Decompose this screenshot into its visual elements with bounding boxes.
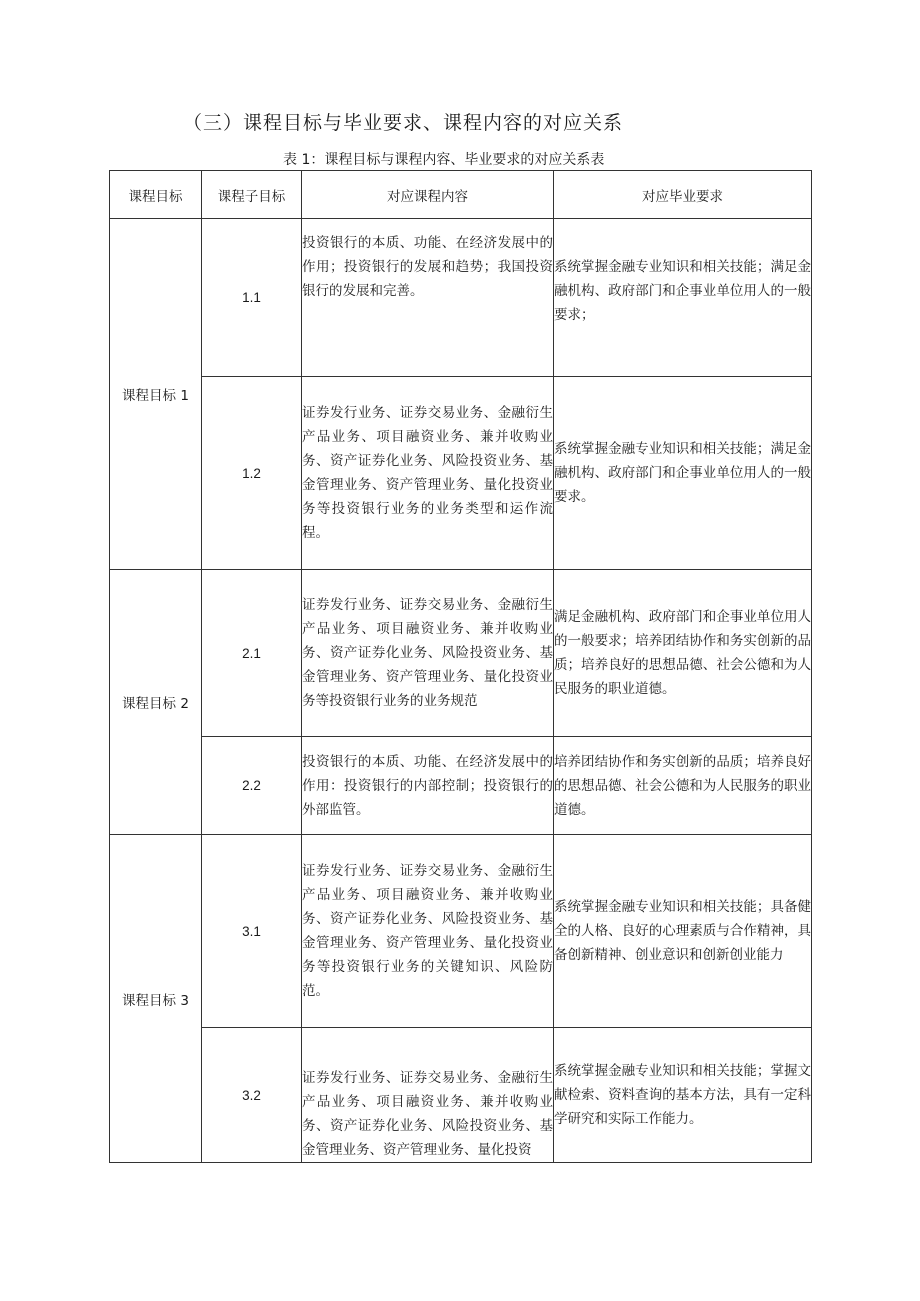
header-goal: 课程目标 (110, 171, 202, 219)
graduation-requirement: 系统掌握金融专业知识和相关技能；掌握文献检索、资料查询的基本方法，具有一定科学研究和实际工作能力。 (554, 1028, 812, 1163)
table-row (110, 1028, 812, 1163)
header-content: 对应课程内容 (302, 171, 554, 219)
table-row (110, 835, 812, 1028)
sub-goal-id: 1.1 (202, 219, 302, 377)
graduation-requirement: 系统掌握金融专业知识和相关技能；满足金融机构、政府部门和企事业单位用人的一般要求。 (554, 377, 812, 570)
sub-goal-id: 3.2 (202, 1028, 302, 1163)
sub-goal-id: 2.1 (202, 570, 302, 737)
course-content: 证券发行业务、证券交易业务、金融衍生产品业务、项目融资业务、兼并收购业务、资产证券化业务、风险投资业务、基金管理业务、资产管理业务、量化投资业务等投资银行业务的业务规范 (302, 570, 554, 737)
course-content: 证券发行业务、证券交易业务、金融衍生产品业务、项目融资业务、兼并收购业务、资产证券化业务、风险投资业务、基金管理业务、资产管理业务、量化投资 (302, 1028, 554, 1163)
sub-goal-id: 3.1 (202, 835, 302, 1028)
goal-label: 课程目标 2 (110, 570, 202, 835)
goal-label: 课程目标 1 (110, 219, 202, 570)
graduation-requirement: 满足金融机构、政府部门和企事业单位用人的一般要求；培养团结协作和务实创新的品质；培养良好的思想品德、社会公德和为人民服务的职业道德。 (554, 570, 812, 737)
table-row (110, 377, 812, 570)
course-content: 证券发行业务、证券交易业务、金融衍生产品业务、项目融资业务、兼并收购业务、资产证券化业务、风险投资业务、基金管理业务、资产管理业务、量化投资业务等投资银行业务的业务类型和运作流程。 (302, 377, 554, 570)
course-content: 投资银行的本质、功能、在经济发展中的作用；投资银行的发展和趋势；我国投资银行的发展和完善。 (302, 219, 554, 377)
header-requirement: 对应毕业要求 (554, 171, 812, 219)
table-row (110, 570, 812, 737)
header-sub-goal: 课程子目标 (202, 171, 302, 219)
goal-label: 课程目标 3 (110, 835, 202, 1163)
table-row (110, 737, 812, 835)
goal-mapping-table (109, 170, 812, 1163)
graduation-requirement: 系统掌握金融专业知识和相关技能；满足金融机构、政府部门和企事业单位用人的一般要求； (554, 219, 812, 377)
sub-goal-id: 2.2 (202, 737, 302, 835)
table-caption: 表 1：课程目标与课程内容、毕业要求的对应关系表 (283, 152, 605, 168)
graduation-requirement: 系统掌握金融专业知识和相关技能；具备健全的人格、良好的心理素质与合作精神，具备创新精神、创业意识和创新创业能力 (554, 835, 812, 1028)
table-row (110, 219, 812, 377)
course-content: 投资银行的本质、功能、在经济发展中的作用：投资银行的内部控制；投资银行的外部监管。 (302, 737, 554, 835)
sub-goal-id: 1.2 (202, 377, 302, 570)
header-row (110, 171, 812, 219)
course-content: 证券发行业务、证券交易业务、金融衍生产品业务、项目融资业务、兼并收购业务、资产证券化业务、风险投资业务、基金管理业务、资产管理业务、量化投资业务等投资银行业务的关键知识、风险防范。 (302, 835, 554, 1028)
section-title: （三）课程目标与毕业要求、课程内容的对应关系 (183, 112, 624, 134)
graduation-requirement: 培养团结协作和务实创新的品质；培养良好的思想品德、社会公德和为人民服务的职业道德。 (554, 737, 812, 835)
